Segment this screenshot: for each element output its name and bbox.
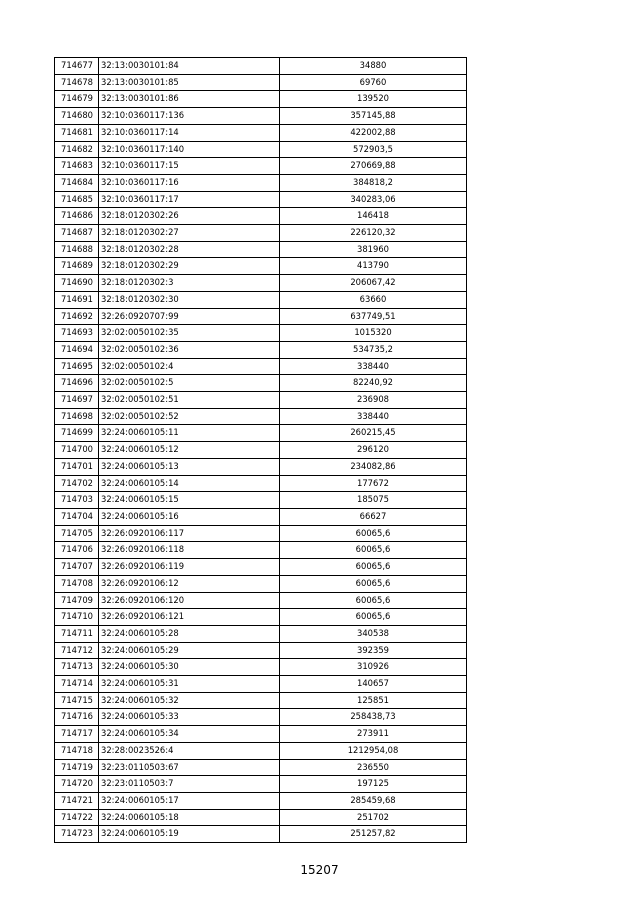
table-row — [55, 525, 467, 542]
cadastral-value-cell: 296120 — [280, 442, 467, 459]
row-id-cell: 714693 — [55, 325, 99, 342]
table-row — [55, 692, 467, 709]
table-row — [55, 208, 467, 225]
cadastral-value-table — [54, 57, 467, 843]
row-id-cell: 714713 — [55, 659, 99, 676]
cadastral-number-cell: 32:18:0120302:30 — [99, 291, 280, 308]
row-id-cell: 714698 — [55, 408, 99, 425]
cadastral-value-cell: 413790 — [280, 258, 467, 275]
row-id-cell: 714723 — [55, 826, 99, 843]
cadastral-number-cell: 32:24:0060105:34 — [99, 726, 280, 743]
row-id-cell: 714696 — [55, 375, 99, 392]
cadastral-number-cell: 32:24:0060105:28 — [99, 625, 280, 642]
table-row — [55, 91, 467, 108]
cadastral-number-cell: 32:26:0920707:99 — [99, 308, 280, 325]
cadastral-number-cell: 32:26:0920106:117 — [99, 525, 280, 542]
row-id-cell: 714716 — [55, 709, 99, 726]
cadastral-number-cell: 32:24:0060105:17 — [99, 792, 280, 809]
cadastral-value-cell: 381960 — [280, 241, 467, 258]
cadastral-value-cell: 60065,6 — [280, 542, 467, 559]
cadastral-number-cell: 32:24:0060105:15 — [99, 492, 280, 509]
row-id-cell: 714708 — [55, 575, 99, 592]
cadastral-number-cell: 32:26:0920106:12 — [99, 575, 280, 592]
row-id-cell: 714714 — [55, 676, 99, 693]
cadastral-number-cell: 32:02:0050102:4 — [99, 358, 280, 375]
cadastral-value-cell: 234082,86 — [280, 458, 467, 475]
table-row — [55, 442, 467, 459]
row-id-cell: 714699 — [55, 425, 99, 442]
cadastral-number-cell: 32:02:0050102:35 — [99, 325, 280, 342]
cadastral-value-cell: 139520 — [280, 91, 467, 108]
row-id-cell: 714711 — [55, 625, 99, 642]
row-id-cell: 714715 — [55, 692, 99, 709]
cadastral-number-cell: 32:23:0110503:7 — [99, 776, 280, 793]
cadastral-value-cell: 60065,6 — [280, 592, 467, 609]
cadastral-value-cell: 177672 — [280, 475, 467, 492]
cadastral-value-cell: 338440 — [280, 358, 467, 375]
row-id-cell: 714712 — [55, 642, 99, 659]
table-row — [55, 592, 467, 609]
row-id-cell: 714683 — [55, 158, 99, 175]
row-id-cell: 714686 — [55, 208, 99, 225]
table-row — [55, 358, 467, 375]
cadastral-number-cell: 32:24:0060105:13 — [99, 458, 280, 475]
cadastral-number-cell: 32:02:0050102:51 — [99, 392, 280, 409]
table-row — [55, 625, 467, 642]
cadastral-value-cell: 1212954,08 — [280, 742, 467, 759]
cadastral-value-cell: 66627 — [280, 508, 467, 525]
table-row — [55, 742, 467, 759]
cadastral-value-cell: 206067,42 — [280, 275, 467, 292]
row-id-cell: 714701 — [55, 458, 99, 475]
cadastral-value-cell: 285459,68 — [280, 792, 467, 809]
cadastral-number-cell: 32:13:0030101:84 — [99, 58, 280, 75]
cadastral-number-cell: 32:18:0120302:27 — [99, 225, 280, 242]
table-row — [55, 709, 467, 726]
cadastral-value-cell: 60065,6 — [280, 525, 467, 542]
table-row — [55, 375, 467, 392]
table-row — [55, 826, 467, 843]
row-id-cell: 714684 — [55, 174, 99, 191]
cadastral-value-cell: 270669,88 — [280, 158, 467, 175]
row-id-cell: 714681 — [55, 124, 99, 141]
cadastral-value-cell: 572903,5 — [280, 141, 467, 158]
cadastral-number-cell: 32:18:0120302:29 — [99, 258, 280, 275]
cadastral-value-cell: 69760 — [280, 74, 467, 91]
cadastral-number-cell: 32:26:0920106:119 — [99, 559, 280, 576]
row-id-cell: 714720 — [55, 776, 99, 793]
table-row — [55, 275, 467, 292]
cadastral-value-cell: 273911 — [280, 726, 467, 743]
table-row — [55, 458, 467, 475]
row-id-cell: 714702 — [55, 475, 99, 492]
cadastral-number-cell: 32:24:0060105:33 — [99, 709, 280, 726]
cadastral-number-cell: 32:10:0360117:15 — [99, 158, 280, 175]
row-id-cell: 714682 — [55, 141, 99, 158]
table-row — [55, 425, 467, 442]
row-id-cell: 714695 — [55, 358, 99, 375]
row-id-cell: 714694 — [55, 341, 99, 358]
table-row — [55, 225, 467, 242]
cadastral-number-cell: 32:24:0060105:16 — [99, 508, 280, 525]
table-row — [55, 408, 467, 425]
cadastral-value-cell: 236908 — [280, 392, 467, 409]
cadastral-number-cell: 32:10:0360117:14 — [99, 124, 280, 141]
cadastral-number-cell: 32:24:0060105:30 — [99, 659, 280, 676]
cadastral-value-cell: 251702 — [280, 809, 467, 826]
row-id-cell: 714706 — [55, 542, 99, 559]
cadastral-value-cell: 60065,6 — [280, 559, 467, 576]
page-number: 15207 — [300, 863, 339, 877]
cadastral-number-cell: 32:28:0023526:4 — [99, 742, 280, 759]
cadastral-number-cell: 32:24:0060105:11 — [99, 425, 280, 442]
row-id-cell: 714677 — [55, 58, 99, 75]
table-row — [55, 174, 467, 191]
table-row — [55, 726, 467, 743]
table-row — [55, 508, 467, 525]
cadastral-value-cell: 258438,73 — [280, 709, 467, 726]
row-id-cell: 714688 — [55, 241, 99, 258]
cadastral-value-cell: 310926 — [280, 659, 467, 676]
table-row — [55, 258, 467, 275]
row-id-cell: 714689 — [55, 258, 99, 275]
table-row — [55, 108, 467, 125]
table-row — [55, 158, 467, 175]
row-id-cell: 714709 — [55, 592, 99, 609]
table-row — [55, 542, 467, 559]
cadastral-value-cell: 340538 — [280, 625, 467, 642]
cadastral-number-cell: 32:10:0360117:136 — [99, 108, 280, 125]
row-id-cell: 714691 — [55, 291, 99, 308]
cadastral-value-cell: 63660 — [280, 291, 467, 308]
table-row — [55, 676, 467, 693]
row-id-cell: 714721 — [55, 792, 99, 809]
table-row — [55, 792, 467, 809]
table-row — [55, 659, 467, 676]
cadastral-value-cell: 146418 — [280, 208, 467, 225]
table-row — [55, 124, 467, 141]
cadastral-number-cell: 32:24:0060105:14 — [99, 475, 280, 492]
row-id-cell: 714680 — [55, 108, 99, 125]
table-row — [55, 776, 467, 793]
table-row — [55, 74, 467, 91]
row-id-cell: 714690 — [55, 275, 99, 292]
cadastral-number-cell: 32:10:0360117:16 — [99, 174, 280, 191]
table-row — [55, 492, 467, 509]
cadastral-number-cell: 32:02:0050102:52 — [99, 408, 280, 425]
row-id-cell: 714704 — [55, 508, 99, 525]
cadastral-value-cell: 34880 — [280, 58, 467, 75]
cadastral-value-cell: 226120,32 — [280, 225, 467, 242]
row-id-cell: 714679 — [55, 91, 99, 108]
row-id-cell: 714703 — [55, 492, 99, 509]
cadastral-value-cell: 60065,6 — [280, 575, 467, 592]
cadastral-number-cell: 32:24:0060105:19 — [99, 826, 280, 843]
table-row — [55, 809, 467, 826]
table-row — [55, 325, 467, 342]
cadastral-value-cell: 60065,6 — [280, 609, 467, 626]
row-id-cell: 714717 — [55, 726, 99, 743]
cadastral-number-cell: 32:02:0050102:36 — [99, 341, 280, 358]
row-id-cell: 714697 — [55, 392, 99, 409]
cadastral-number-cell: 32:10:0360117:17 — [99, 191, 280, 208]
table-row — [55, 759, 467, 776]
table-row — [55, 291, 467, 308]
table-row — [55, 241, 467, 258]
table-body — [55, 58, 467, 843]
cadastral-number-cell: 32:24:0060105:12 — [99, 442, 280, 459]
table-row — [55, 392, 467, 409]
table-row — [55, 341, 467, 358]
cadastral-value-cell: 185075 — [280, 492, 467, 509]
table-row — [55, 642, 467, 659]
cadastral-value-cell: 534735,2 — [280, 341, 467, 358]
row-id-cell: 714722 — [55, 809, 99, 826]
cadastral-value-cell: 197125 — [280, 776, 467, 793]
cadastral-value-cell: 637749,51 — [280, 308, 467, 325]
table-row — [55, 575, 467, 592]
cadastral-number-cell: 32:23:0110503:67 — [99, 759, 280, 776]
row-id-cell: 714685 — [55, 191, 99, 208]
table-row — [55, 475, 467, 492]
row-id-cell: 714678 — [55, 74, 99, 91]
cadastral-number-cell: 32:26:0920106:121 — [99, 609, 280, 626]
cadastral-number-cell: 32:26:0920106:120 — [99, 592, 280, 609]
cadastral-number-cell: 32:02:0050102:5 — [99, 375, 280, 392]
cadastral-value-cell: 260215,45 — [280, 425, 467, 442]
row-id-cell: 714705 — [55, 525, 99, 542]
cadastral-value-cell: 392359 — [280, 642, 467, 659]
row-id-cell: 714719 — [55, 759, 99, 776]
cadastral-value-cell: 422002,88 — [280, 124, 467, 141]
cadastral-value-cell: 338440 — [280, 408, 467, 425]
cadastral-value-cell: 125851 — [280, 692, 467, 709]
cadastral-number-cell: 32:24:0060105:32 — [99, 692, 280, 709]
cadastral-value-cell: 140657 — [280, 676, 467, 693]
table-row — [55, 609, 467, 626]
cadastral-number-cell: 32:24:0060105:31 — [99, 676, 280, 693]
table-row — [55, 191, 467, 208]
cadastral-value-cell: 251257,82 — [280, 826, 467, 843]
cadastral-value-cell: 384818,2 — [280, 174, 467, 191]
cadastral-value-cell: 236550 — [280, 759, 467, 776]
row-id-cell: 714687 — [55, 225, 99, 242]
cadastral-number-cell: 32:13:0030101:85 — [99, 74, 280, 91]
table-row — [55, 559, 467, 576]
cadastral-number-cell: 32:13:0030101:86 — [99, 91, 280, 108]
table-row — [55, 58, 467, 75]
cadastral-value-cell: 340283,06 — [280, 191, 467, 208]
row-id-cell: 714718 — [55, 742, 99, 759]
cadastral-number-cell: 32:18:0120302:28 — [99, 241, 280, 258]
data-table-container — [54, 57, 466, 843]
cadastral-value-cell: 357145,88 — [280, 108, 467, 125]
row-id-cell: 714707 — [55, 559, 99, 576]
cadastral-number-cell: 32:18:0120302:26 — [99, 208, 280, 225]
cadastral-number-cell: 32:26:0920106:118 — [99, 542, 280, 559]
cadastral-number-cell: 32:24:0060105:29 — [99, 642, 280, 659]
cadastral-value-cell: 82240,92 — [280, 375, 467, 392]
cadastral-value-cell: 1015320 — [280, 325, 467, 342]
cadastral-number-cell: 32:10:0360117:140 — [99, 141, 280, 158]
cadastral-number-cell: 32:18:0120302:3 — [99, 275, 280, 292]
row-id-cell: 714700 — [55, 442, 99, 459]
cadastral-number-cell: 32:24:0060105:18 — [99, 809, 280, 826]
row-id-cell: 714692 — [55, 308, 99, 325]
row-id-cell: 714710 — [55, 609, 99, 626]
table-row — [55, 141, 467, 158]
table-row — [55, 308, 467, 325]
